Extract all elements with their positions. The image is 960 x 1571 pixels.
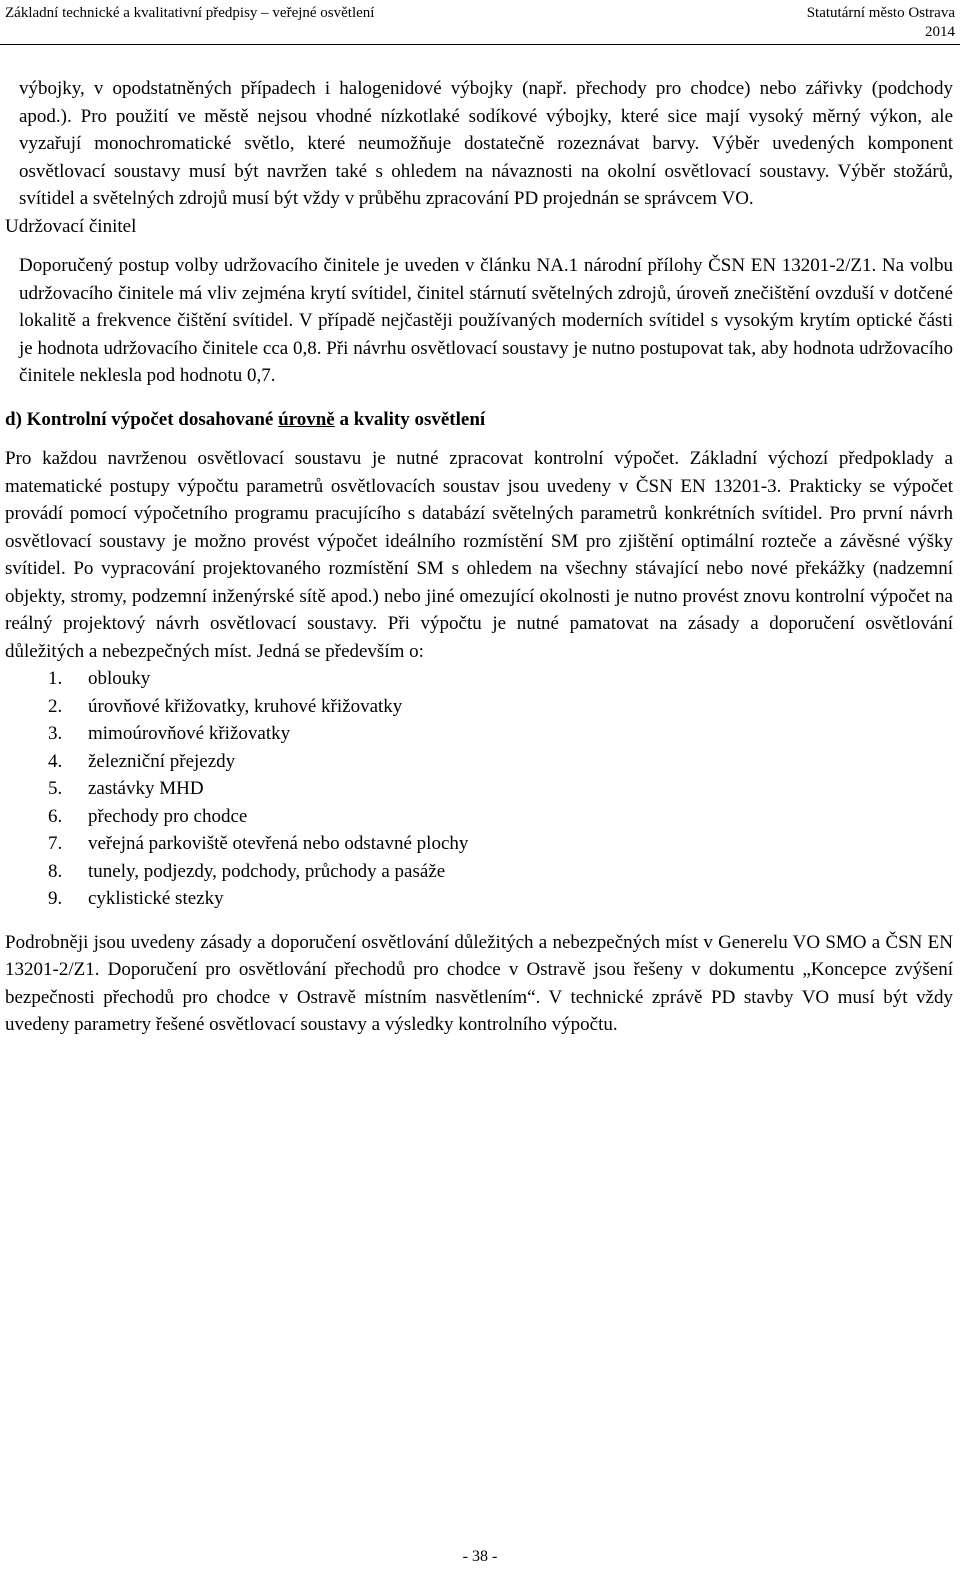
list-item-number: 9. — [48, 888, 63, 909]
list-item-number: 8. — [48, 860, 63, 882]
maintenance-factor-heading: Udržovací činitel — [5, 215, 137, 237]
list-item-number: 4. — [48, 750, 63, 772]
intro-text-a: výbojky, v opodstatněných případech i halogenidové výbojky (např. přechody pro chodce) nebo zářivky (podchody apod.). — [19, 78, 953, 127]
page-number: - 38 - — [462, 1548, 498, 1565]
list-item-text: mimoúrovňové křižovatky — [88, 723, 291, 744]
maintenance-text-a: Doporučený postup volby udržovacího činitele je uveden v článku NA.1 národní přílohy ČSN EN 13201-2/Z1. — [19, 255, 882, 276]
list-item-number: 7. — [48, 833, 63, 854]
intro-paragraph — [5, 75, 953, 213]
list-item — [5, 748, 953, 776]
page-header — [0, 0, 960, 45]
list-item — [5, 775, 953, 803]
list-item-text: veřejná parkoviště otevřená nebo odstavné plochy — [88, 833, 469, 854]
header-organization — [807, 4, 955, 42]
header-year: 2014 — [925, 24, 955, 40]
header-organization-name: Statutární město Ostrava — [806, 5, 955, 21]
section-d-heading-prefix: d) Kontrolní výpočet dosahované — [5, 408, 279, 430]
maintenance-text-b: Na volbu udržovacího činitele má vliv zejména krytí svítidel, činitel stárnutí světelných zdrojů, úroveň znečištění ovzduší v dotčené lokalitě a frekvence čištění svítidel. V případě nejčastěji používaných moderních svítidel s vysokým krytím optické části je hodnota udržovacího činitele cca 0,8. Při návrhu osvětlovací soustavy je nutno postupovat tak, aby hodnota udržovacího činitele neklesla pod hodnotu 0,7. — [19, 255, 953, 386]
maintenance-factor-paragraph — [5, 252, 953, 390]
list-item-number: 1. — [48, 668, 63, 689]
list-item-text: železniční přejezdy — [88, 750, 236, 772]
section-d-heading-underlined: úrovně — [278, 408, 335, 430]
list-item-text: zastávky MHD — [88, 778, 204, 799]
list-item-text: přechody pro chodce — [88, 805, 248, 827]
list-item-text: tunely, podjezdy, podchody, průchody a pasáže — [88, 860, 446, 882]
list-item — [5, 830, 953, 858]
list-item — [5, 720, 953, 748]
section-d-paragraph: Pro každou navrženou osvětlovací soustavu je nutné zpracovat kontrolní výpočet. Základní výchozí předpoklady a matematické postupy výpočtu parametrů osvětlovacích soustav jsou uvedeny v ČSN EN 13201-3. Prakticky se výpočet provádí pomocí výpočetního programu pracujícího s databází světelných parametrů konkrétních svítidel. Pro první návrh osvětlovací soustavy je možno provést výpočet ideálního rozmístění SM pro zjištění optimální rozteče a závěsné výšky svítidel. Po vypracování projektovaného rozmístění SM s ohledem na všechny stávající nebo nové překážky (nadzemní objekty, stromy, podzemní inženýrské sítě apod.) nebo jiné omezující okolnosti je nutno provést znovu kontrolní výpočet na reálný projektový návrh osvětlovací soustavy. Při výpočtu je nutné pamatovat na zásady a doporučení osvětlování důležitých a nebezpečných míst. Jedná se především o: — [5, 448, 953, 662]
section-d-heading-suffix: a kvality osvětlení — [334, 408, 486, 430]
list-item — [5, 885, 953, 913]
intro-text-b: Pro použití ve městě nejsou vhodné nízkotlaké sodíkové výbojky, které sice mají vysoký měrný výkon, ale vyzařují monochromatické světlo, které neumožňuje dostatečně rozeznávat barvy. Výběr uvedených komponent osvětlovací soustavy musí být navržen také s ohledem na návaznosti na okolní osvětlovací soustavy. Výběr stožárů, svítidel a světelných zdrojů musí být vždy v průběhu zpracování PD projednán se správcem VO. — [19, 105, 953, 209]
list-item-number: 3. — [48, 723, 63, 744]
page-body — [5, 75, 953, 1039]
list-item-text: oblouky — [88, 668, 151, 689]
section-d-heading — [5, 406, 953, 434]
closing-paragraph: Podrobněji jsou uvedeny zásady a doporučení osvětlování důležitých a nebezpečných míst v Generelu VO SMO a ČSN EN 13201-2/Z1. Doporučení pro osvětlování přechodů pro chodce v Ostravě jsou řešeny v dokumentu „Koncepce zvýšení bezpečnosti přechodů pro chodce v Ostravě místním nasvětlením“. V technické zprávě PD stavby VO musí být vždy uvedeny parametry řešené osvětlovací soustavy a výsledky kontrolního výpočtu. — [5, 931, 953, 1035]
list-item — [5, 803, 953, 831]
list-item-text: úrovňové křižovatky, kruhové křižovatky — [88, 695, 403, 717]
dangerous-places-list — [5, 665, 953, 913]
list-item-number: 2. — [48, 695, 63, 717]
list-item — [5, 693, 953, 721]
header-document-title: Základní technické a kvalitativní předpisy – veřejné osvětlení — [5, 5, 375, 21]
list-item-number: 6. — [48, 805, 63, 827]
list-item — [5, 665, 953, 693]
list-item-text: cyklistické stezky — [88, 888, 224, 909]
list-item-number: 5. — [48, 778, 63, 799]
list-item — [5, 858, 953, 886]
